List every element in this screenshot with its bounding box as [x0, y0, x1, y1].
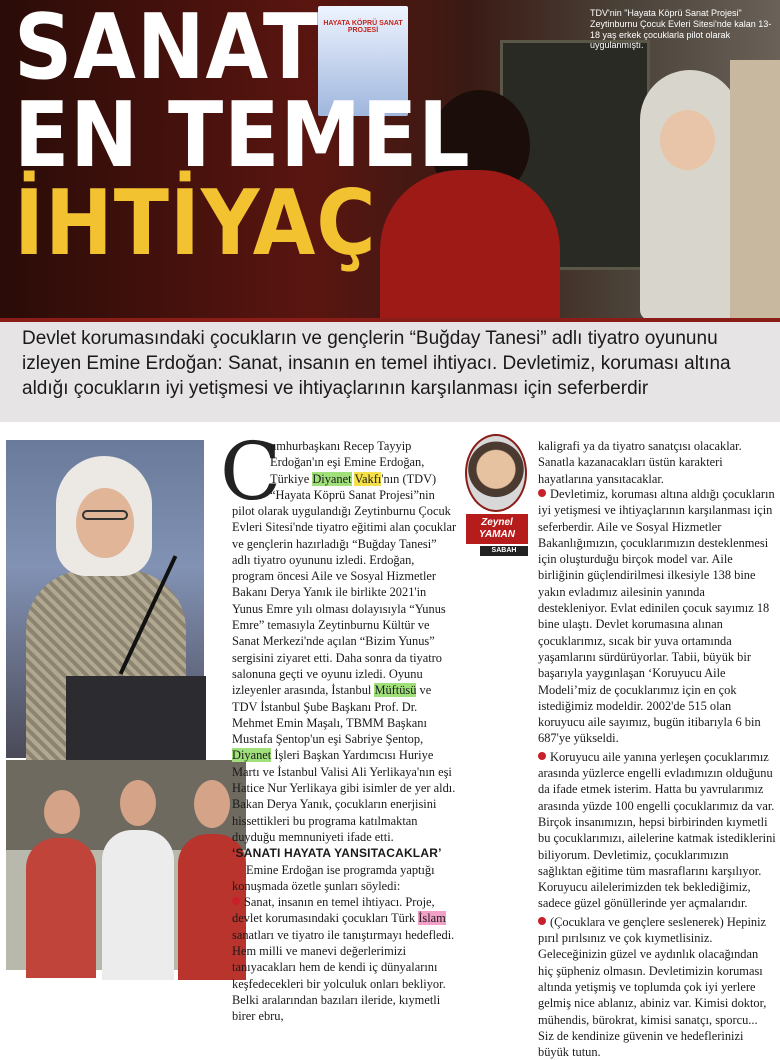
paragraph-4: kaligrafi ya da tiyatro sanatçısı olacaklar. Sanatla kazanacakları üstün karakteri hayatlarına yansıtacaklar. [538, 439, 742, 486]
podium [66, 676, 206, 766]
author-first-name: Zeynel [481, 517, 513, 528]
bullet-icon [538, 917, 546, 925]
kids-photo [6, 760, 246, 970]
subheading: ‘SANATI HAYATA YANSITACAKLAR’ [232, 846, 442, 861]
paragraph-1 [232, 503, 458, 845]
intro-line-4: “Hayata Köprü Sanat Projesi”nin [270, 487, 435, 502]
highlight-muftusu: Müftüsü [374, 683, 417, 698]
speaker-photo [6, 440, 204, 758]
lead-text: Devlet korumasındaki çocukların ve gençlerin “Buğday Tanesi” adlı tiyatro oyununu izleyen Emine Erdoğan: Sanat, insanın en temel ihtiyacı. Devletimiz, koruması altına aldığı çocukların iyi yetişmesi ve ihtiyaçlarının karşılanması için seferberdir [22, 328, 731, 399]
headline-line-1: SANAT [14, 0, 319, 100]
text-run: ve TDV İstanbul Şube Başkanı Prof. Dr. Mehmet Emin Maşalı, TBMM Başkanı Mustafa Şentop'un eşi Sabriye Şentop, [232, 683, 432, 747]
speaker-glasses [82, 510, 128, 520]
column-2-body [538, 486, 776, 1060]
bullet-icon [538, 489, 546, 497]
text-run: Koruyucu aile yanına yerleşen çocuklarımız arasında yüzlerce engelli evladımızın olduğunu da ifade etmek isterim. Hatta bu yavrularımız arasında yüzde 100 engelli çocuklarımız da var. Birçok insanımızın, hepsi birbirinden kıymetli bu çocuklarımızı, ailelerine katmak istediklerini biliyorum. Devletimiz, çocuklarımızın sağlıktan eğitime tüm masraflarını karşılıyor. Koruyucu ailelerimizden tek beklediğimiz, sadece güzel gönüllerinde yer açmalarıdır. [538, 749, 776, 911]
stage-screen-caption: HAYATA KÖPRÜ SANAT PROJESİ [323, 20, 403, 34]
highlight-vakfi: Vakfı [354, 471, 382, 486]
headline [14, 0, 471, 277]
person-right-edge [730, 60, 780, 320]
drop-cap: C [220, 425, 282, 518]
text-run: (Çocuklara ve gençlere seslenerek) Hepiniz pırıl pırılsınız ve çok kıymetlisiniz. Geleceğinizin güzel ve aydınlık olacağından hiç şüpheniz olmasın. Devletimizin koruması altında yetişmiş ve toplumda çok iyi yerlere gelmiş nice ablanız, abiniz var. Kimisi doktor, mühendis, bürokrat, kimisi sanatçı, sporcu... Siz de kendinize güvenin ve hedeflerinizi büyük tutun. [538, 914, 767, 1060]
intro-line-2: Erdoğan'ın eşi Emine Erdoğan, [270, 455, 425, 470]
author-outlet: SABAH [480, 546, 528, 556]
photo-caption: TDV'nin "Hayata Köprü Sanat Projesi" Zeytinburnu Çocuk Evleri Sitesi'nde kalan 13-18 yaş erkek çocuklarla pilot olarak uygulanmıştı. [590, 8, 772, 51]
text-run: Devletimiz, koruması altına aldığı çocukların iyi yetişmesi ve ihtiyaçlarının karşılanması için seferberdir. Aile ve Sosyal Hizmetler Bakanlığımızın, çocuklarımızın desteklenmesi için oluşturduğu birçok model var. Aile birliğinin güçlendirilmesi ilkesiyle 138 bine yakın evladımız ailesinin yanında destekleniyor. Evlat edinilen çocuk sayımız 18 bine ulaştı. Devlet korumasına alınan çocuklarımız, sıcak bir yuva ortamında yaşamlarını sürdürüyorlar. Tabii, büyük bir başarıyla yaygınlaşan ‘Koruyucu Aile Modeli’miz de çocuklarımız için en çok istediğimiz modeldir. 2002'de 515 olan koruyucu aile sayımız, bugün itibarıyla 6 bin 687'ye yükseldi. [538, 487, 775, 746]
paragraph-5 [538, 486, 776, 747]
kid-1 [26, 838, 96, 978]
author-portrait [465, 434, 527, 512]
author-box [462, 432, 532, 562]
highlight-diyanet-2: Diyanet [232, 748, 272, 763]
bullet-icon [232, 897, 240, 905]
intro-line-3 [270, 471, 458, 487]
highlight-diyanet: Diyanet [312, 471, 352, 486]
bullet-icon [538, 752, 546, 760]
headline-line-3: İHTİYAÇ [14, 171, 377, 277]
text-run: 'nın (TDV) [381, 471, 437, 486]
text-run: İşleri Başkan Yardımcısı Huriye Martı ve İstanbul Valisi Ali Yerlikaya'nın eşi Hatice Nur Yerlikaya gibi isimler de yer aldı. Bakan Derya Yanık, çocukların enerjisini hissettikleri bu programa katılmaktan duyduğu memnuniyeti ifade etti. [232, 748, 456, 844]
kid-2 [102, 830, 174, 980]
kid-2-head [120, 780, 156, 826]
paragraph-2: Emine Erdoğan ise programda yaptığı konuşmada özetle şunları söyledi: [232, 862, 435, 893]
intro-line-1: umhurbaşkanı Recep Tayyip [270, 439, 412, 453]
text-run: sanatları ve tiyatro ile tanıştırmayı hedefledi. Hem milli ve manevi değerlerimizi tanıyacakları hem de kendi iç dünyalarını keşfedecekleri bir yolculuk onları bekliyor. Belki aralarından bazıları ileride, kıymetli birer ebru, [232, 927, 455, 1024]
column-2-top [538, 438, 776, 487]
kid-1-head [44, 790, 80, 834]
column-1-top [232, 438, 458, 503]
woman-face [660, 110, 715, 170]
kid-3-head [194, 780, 230, 828]
hero-photo [0, 0, 780, 318]
column-1-body [232, 503, 458, 1025]
paragraph-6 [538, 749, 776, 912]
author-last-name: YAMAN [479, 529, 515, 540]
text-run: pilot olarak uygulandığı Zeytinburnu Çocuk Evleri Sitesi'nde tiyatro eğitimi alan çocuklar ve gençlerin hazırladığı “Buğday Tanesi” adlı tiyatro oyununu izledi. Erdoğan, program öncesi Aile ve Sosyal Hizmetler Bakanı Derya Yanık ile birlikte 2021'in Yunus Emre yılı olması dolayısıyla “Yunus Emre” temasıyla Zeytinburnu Kültür ve Sanat Merkezi'nde açılan “Bizim Yunus” sergisini ziyaret etti. Daha sonra da tiyatro salonuna geçti ve oyunu izledi. Oyunu izleyenler arasında, İstanbul [232, 504, 457, 698]
text-run: Türkiye [270, 471, 313, 486]
paragraph-7 [538, 914, 776, 1060]
headline-line-2: EN TEMEL [14, 83, 471, 189]
text-run: Sanat, insanın en temel ihtiyacı. Proje, devlet korumasındaki çocukları Türk [232, 895, 435, 926]
paragraph-3 [232, 894, 458, 1024]
author-name [466, 514, 528, 544]
lead-box [0, 318, 780, 422]
highlight-islam: İslam [418, 911, 446, 926]
woman-in-headscarf [640, 70, 740, 320]
speaker-face [76, 488, 134, 558]
